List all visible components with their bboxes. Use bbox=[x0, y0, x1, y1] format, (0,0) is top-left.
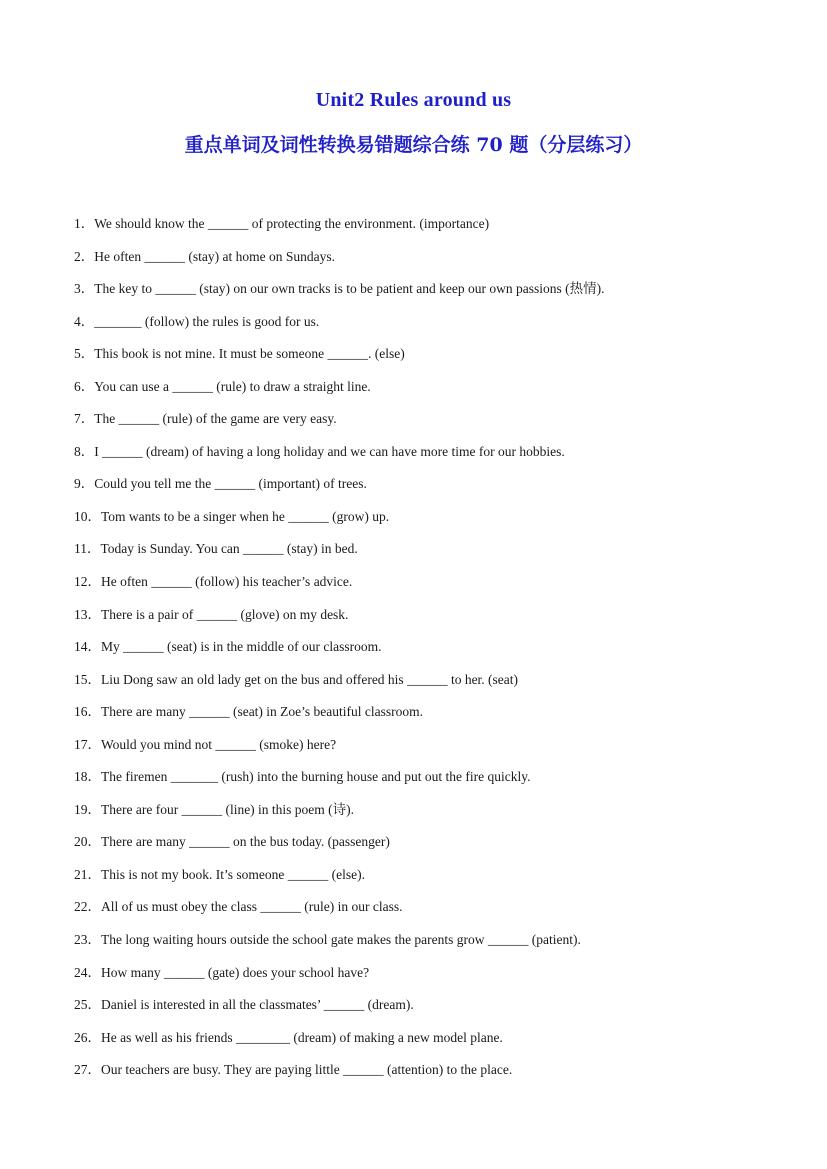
question-item-17: 17．Would you mind not ______ (smoke) here? bbox=[74, 736, 337, 752]
question-list bbox=[74, 214, 794, 1093]
question-item-14: 14．My ______ (seat) is in the middle of our classroom. bbox=[74, 639, 382, 655]
question-item-18: 18．The firemen _______ (rush) into the burning house and put out the fire quickly. bbox=[74, 769, 531, 785]
question-item-9: 9．Could you tell me the ______ (important) of trees. bbox=[74, 476, 367, 492]
question-item-2: 2．He often ______ (stay) at home on Sundays. bbox=[74, 248, 335, 264]
question-item-20: 20．There are many ______ on the bus today. (passenger) bbox=[74, 834, 390, 850]
question-item-1: 1．We should know the ______ of protecting the environment. (importance) bbox=[74, 216, 490, 231]
question-item-4: 4．_______ (follow) the rules is good for us. bbox=[74, 313, 320, 329]
question-item-3: 3．The key to ______ (stay) on our own tracks is to be patient and keep our own passions (热情). bbox=[74, 281, 605, 297]
question-item-11: 11．Today is Sunday. You can ______ (stay) in bed. bbox=[74, 541, 358, 557]
question-item-16: 16．There are many ______ (seat) in Zoe’s beautiful classroom. bbox=[74, 704, 424, 720]
question-item-13: 13．There is a pair of ______ (glove) on my desk. bbox=[74, 606, 349, 622]
page-subtitle: 重点单词及词性转换易错题综合练 70 题（分层练习） bbox=[184, 134, 643, 156]
question-item-23: 23．The long waiting hours outside the school gate makes the parents grow ______ (patient). bbox=[74, 932, 581, 948]
question-item-8: 8．I ______ (dream) of having a long holiday and we can have more time for our hobbies. bbox=[74, 443, 565, 459]
question-item-26: 26．He as well as his friends ________ (dream) of making a new model plane. bbox=[74, 1029, 503, 1045]
question-item-22: 22．All of us must obey the class ______ (rule) in our class. bbox=[74, 899, 403, 915]
page-title: Unit2 Rules around us bbox=[315, 89, 512, 111]
question-item-19: 19．There are four ______ (line) in this poem (诗). bbox=[74, 801, 355, 817]
question-item-10: 10．Tom wants to be a singer when he ______ (grow) up. bbox=[74, 508, 390, 524]
question-item-5: 5．This book is not mine. It must be someone ______. (else) bbox=[74, 346, 405, 362]
question-item-21: 21．This is not my book. It’s someone ______ (else). bbox=[74, 866, 365, 882]
question-item-24: 24．How many ______ (gate) does your school have? bbox=[74, 964, 370, 980]
question-item-6: 6．You can use a ______ (rule) to draw a straight line. bbox=[74, 378, 371, 394]
question-item-15: 15．Liu Dong saw an old lady get on the bus and offered his ______ to her. (seat) bbox=[74, 671, 519, 687]
question-item-25: 25．Daniel is interested in all the classmates’ ______ (dream). bbox=[74, 997, 414, 1013]
question-item-7: 7．The ______ (rule) of the game are very easy. bbox=[74, 411, 337, 427]
question-item-12: 12．He often ______ (follow) his teacher’s advice. bbox=[74, 574, 353, 590]
question-item-27: 27．Our teachers are busy. They are paying little ______ (attention) to the place. bbox=[74, 1062, 513, 1078]
